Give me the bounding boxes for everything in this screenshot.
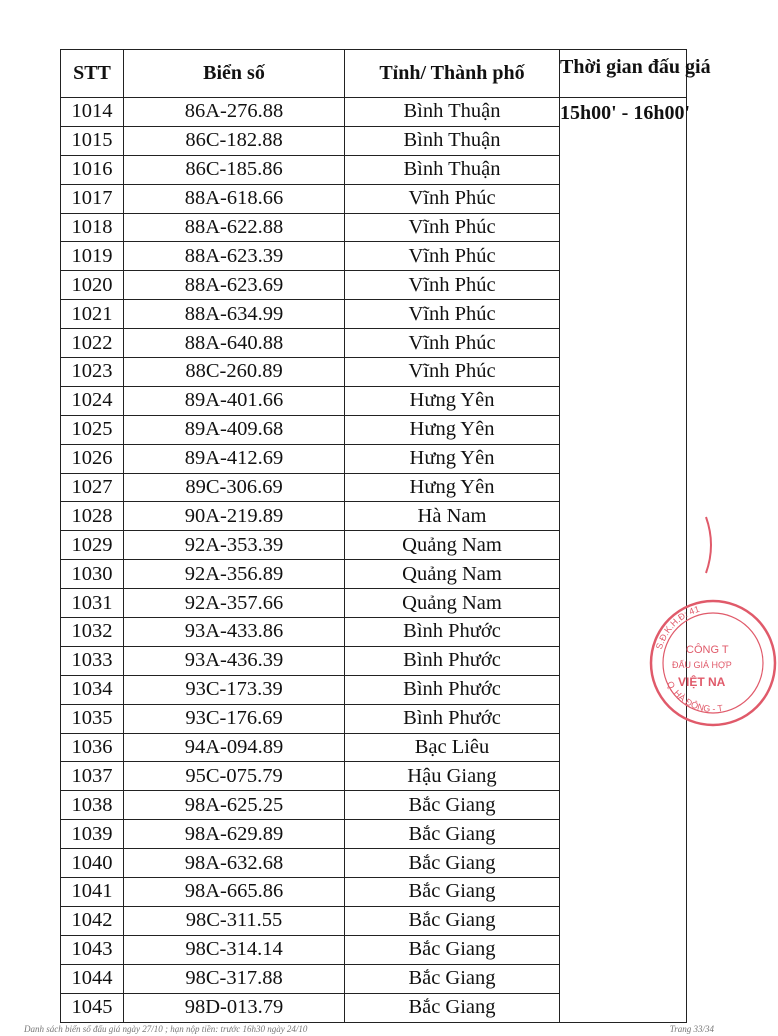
cell-province: Bắc Giang — [345, 878, 560, 907]
cell-province: Bình Phước — [345, 675, 560, 704]
cell-stt: 1043 — [61, 935, 124, 964]
cell-plate: 92A-357.66 — [124, 589, 345, 618]
cell-stt: 1042 — [61, 906, 124, 935]
cell-stt: 1020 — [61, 271, 124, 300]
cell-plate: 88A-634.99 — [124, 300, 345, 329]
cell-plate: 92A-353.39 — [124, 531, 345, 560]
cell-stt: 1027 — [61, 473, 124, 502]
cell-province: Hưng Yên — [345, 444, 560, 473]
cell-province: Hưng Yên — [345, 415, 560, 444]
cell-plate: 93A-436.39 — [124, 646, 345, 675]
cell-plate: 98A-629.89 — [124, 820, 345, 849]
cell-plate: 88A-640.88 — [124, 329, 345, 358]
cell-plate: 98C-311.55 — [124, 906, 345, 935]
cell-stt: 1044 — [61, 964, 124, 993]
cell-stt: 1034 — [61, 675, 124, 704]
cell-province: Hà Nam — [345, 502, 560, 531]
cell-stt: 1033 — [61, 646, 124, 675]
cell-province: Bắc Giang — [345, 993, 560, 1022]
cell-stt: 1038 — [61, 791, 124, 820]
cell-province: Bình Phước — [345, 704, 560, 733]
cell-stt: 1040 — [61, 849, 124, 878]
cell-stt: 1037 — [61, 762, 124, 791]
cell-plate: 86A-276.88 — [124, 98, 345, 127]
cell-plate: 94A-094.89 — [124, 733, 345, 762]
cell-province: Bắc Giang — [345, 849, 560, 878]
footer-note: Danh sách biển số đấu giá ngày 27/10 ; hạn nộp tiền: trước 16h30 ngày 24/10 — [24, 1024, 308, 1034]
cell-plate: 98D-013.79 — [124, 993, 345, 1022]
svg-text:S.Đ.K.H.Đ: 41: S.Đ.K.H.Đ: 41 — [653, 603, 701, 651]
cell-stt: 1018 — [61, 213, 124, 242]
cell-stt: 1017 — [61, 184, 124, 213]
cell-province: Bình Thuận — [345, 155, 560, 184]
svg-text:VIỆT NA: VIỆT NA — [678, 675, 726, 689]
cell-plate: 98C-317.88 — [124, 964, 345, 993]
cell-stt: 1031 — [61, 589, 124, 618]
cell-plate: 88A-618.66 — [124, 184, 345, 213]
cell-province: Quảng Nam — [345, 531, 560, 560]
cell-plate: 88A-623.69 — [124, 271, 345, 300]
company-seal-stamp — [648, 598, 778, 728]
cell-stt: 1032 — [61, 618, 124, 647]
seal-arc-fragment — [700, 515, 720, 575]
cell-plate: 86C-182.88 — [124, 126, 345, 155]
svg-text:Q. HÀ ĐÔNG - T: Q. HÀ ĐÔNG - T — [664, 679, 724, 714]
cell-province: Bắc Giang — [345, 791, 560, 820]
cell-province: Bình Phước — [345, 618, 560, 647]
cell-province: Bình Phước — [345, 646, 560, 675]
cell-province: Vĩnh Phúc — [345, 242, 560, 271]
cell-province: Bắc Giang — [345, 820, 560, 849]
cell-plate: 93C-173.39 — [124, 675, 345, 704]
cell-plate: 95C-075.79 — [124, 762, 345, 791]
cell-province: Hưng Yên — [345, 386, 560, 415]
cell-plate: 92A-356.89 — [124, 560, 345, 589]
cell-province: Bắc Giang — [345, 935, 560, 964]
cell-plate: 86C-185.86 — [124, 155, 345, 184]
cell-stt: 1019 — [61, 242, 124, 271]
cell-province: Bắc Giang — [345, 906, 560, 935]
cell-stt: 1028 — [61, 502, 124, 531]
header-time: Thời gian đấu giá — [560, 50, 687, 98]
svg-text:ĐẤU GIÁ HỢP: ĐẤU GIÁ HỢP — [672, 660, 732, 670]
cell-plate: 89A-401.66 — [124, 386, 345, 415]
cell-stt: 1021 — [61, 300, 124, 329]
cell-stt: 1025 — [61, 415, 124, 444]
cell-province: Vĩnh Phúc — [345, 213, 560, 242]
cell-plate: 93A-433.86 — [124, 618, 345, 647]
cell-province: Quảng Nam — [345, 560, 560, 589]
cell-plate: 88A-622.88 — [124, 213, 345, 242]
cell-time-slot: 15h00' - 16h00' — [560, 98, 687, 1023]
cell-plate: 88C-260.89 — [124, 358, 345, 387]
table-body — [61, 98, 691, 1023]
cell-province: Quảng Nam — [345, 589, 560, 618]
cell-stt: 1014 — [61, 98, 124, 127]
cell-stt: 1016 — [61, 155, 124, 184]
cell-province: Vĩnh Phúc — [345, 184, 560, 213]
cell-stt: 1015 — [61, 126, 124, 155]
cell-plate: 98C-314.14 — [124, 935, 345, 964]
cell-province: Vĩnh Phúc — [345, 329, 560, 358]
table-row — [61, 98, 687, 127]
cell-province: Bạc Liêu — [345, 733, 560, 762]
cell-province: Vĩnh Phúc — [345, 271, 560, 300]
cell-stt: 1022 — [61, 329, 124, 358]
header-stt: STT — [61, 50, 124, 98]
cell-province: Bình Thuận — [345, 126, 560, 155]
cell-province: Bình Thuận — [345, 98, 560, 127]
cell-plate: 89A-412.69 — [124, 444, 345, 473]
cell-plate: 89A-409.68 — [124, 415, 345, 444]
header-province: Tỉnh/ Thành phố — [345, 50, 560, 98]
cell-stt: 1026 — [61, 444, 124, 473]
cell-province: Hưng Yên — [345, 473, 560, 502]
cell-stt: 1024 — [61, 386, 124, 415]
cell-stt: 1036 — [61, 733, 124, 762]
cell-province: Hậu Giang — [345, 762, 560, 791]
cell-plate: 93C-176.69 — [124, 704, 345, 733]
cell-province: Vĩnh Phúc — [345, 358, 560, 387]
svg-text:CÔNG T: CÔNG T — [686, 644, 729, 656]
cell-stt: 1023 — [61, 358, 124, 387]
cell-plate: 98A-632.68 — [124, 849, 345, 878]
cell-stt: 1035 — [61, 704, 124, 733]
cell-plate: 88A-623.39 — [124, 242, 345, 271]
cell-stt: 1041 — [61, 878, 124, 907]
cell-plate: 89C-306.69 — [124, 473, 345, 502]
cell-province: Bắc Giang — [345, 964, 560, 993]
cell-stt: 1045 — [61, 993, 124, 1022]
cell-plate: 90A-219.89 — [124, 502, 345, 531]
cell-plate: 98A-665.86 — [124, 878, 345, 907]
table-header-row — [61, 50, 687, 98]
cell-province: Vĩnh Phúc — [345, 300, 560, 329]
cell-stt: 1029 — [61, 531, 124, 560]
header-plate: Biển số — [124, 50, 345, 98]
cell-stt: 1039 — [61, 820, 124, 849]
cell-stt: 1030 — [61, 560, 124, 589]
page-footer — [24, 1024, 714, 1036]
page-number: Trang 33/34 — [669, 1024, 714, 1034]
cell-plate: 98A-625.25 — [124, 791, 345, 820]
